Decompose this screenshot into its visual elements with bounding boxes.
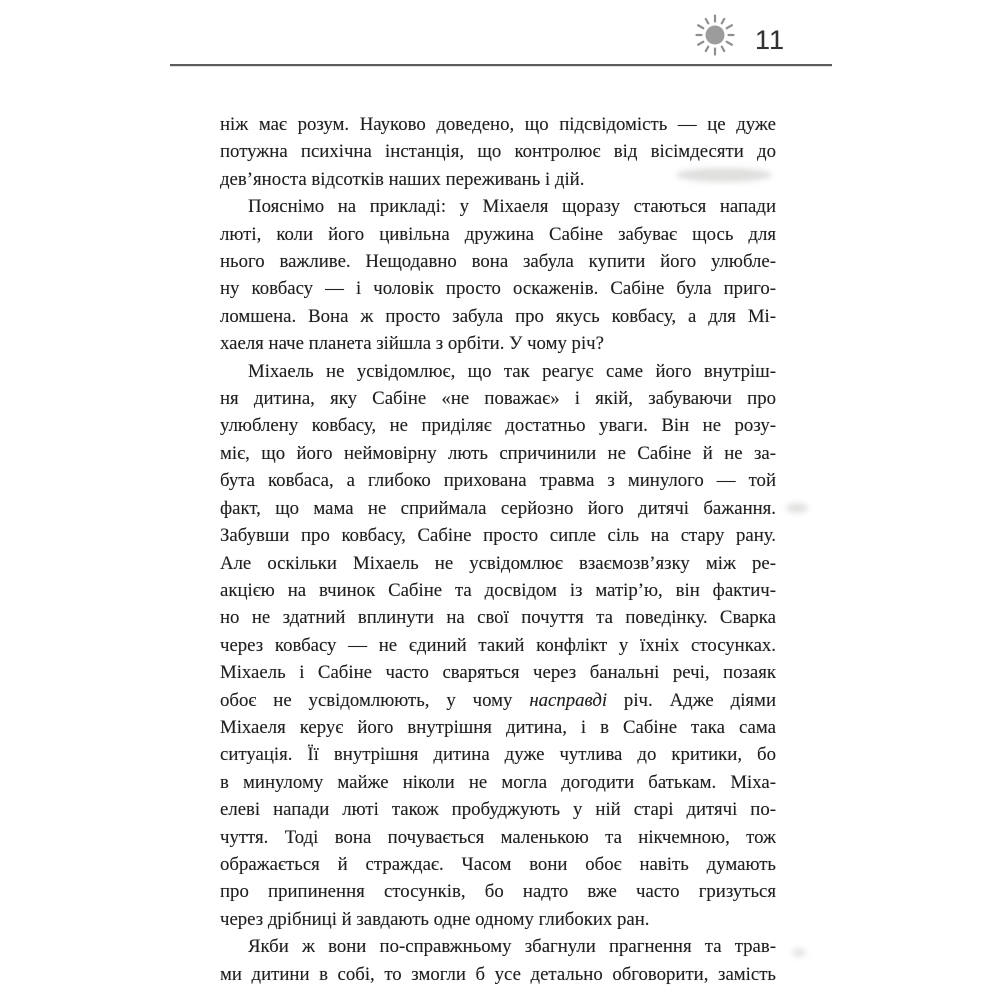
text-line: Забувши про ковбасу, Сабіне просто сипле сіль на стару рану.: [220, 525, 776, 547]
text-line: хаеля наче планета зійшла з орбіти. У чому річ?: [220, 333, 604, 355]
body-text: [220, 111, 776, 988]
text-line: через дрібниці й завдають одне одному глибоких ран.: [220, 908, 650, 930]
text-line: Міхаель і Сабіне часто сваряться через банальні речі, позаяк: [220, 662, 776, 684]
text-line: в минулому майже ніколи не могла догодити батькам. Міха-: [220, 771, 776, 793]
text-line: дев’яноста відсотків наших переживань і дій.: [220, 168, 585, 190]
text-line: елеві напади люті також пробуджують у ній старі дитячі по-: [220, 799, 776, 821]
text-line: акцією на вчинок Сабіне та досвідом із матір’ю, він фактич-: [220, 579, 776, 601]
text-line: улюблену ковбасу, не приділяє достатньо уваги. Він не розу-: [220, 415, 776, 437]
text-line: бута ковбаса, а глибоко прихована травма з минулого — той: [220, 470, 776, 492]
text-line: обоє не усвідомлюють, у чому насправді річ. Адже діями: [220, 689, 776, 711]
text-line: Якби ж вони по-справжньому збагнули прагнення та трав-: [248, 936, 776, 958]
text-line: про припинення стосунків, бо надто вже часто гризуться: [220, 881, 776, 903]
text-line: ну ковбасу — і чоловік просто оскаженів. Сабіне була приго-: [220, 278, 776, 300]
showthrough-artifact: [786, 503, 808, 513]
page-header: [0, 0, 1000, 66]
text-line: чуття. Тоді вона почувається маленькою та нікчемною, тож: [220, 826, 776, 848]
text-line: міє, що його неймовірну лють спричинили не Сабіне й не за-: [220, 442, 776, 464]
text-line: потужна психічна інстанція, що контролює від вісімдесяти до: [220, 141, 776, 163]
text-line: ломшена. Вона ж просто забула про якусь ковбасу, а для Мі-: [220, 305, 776, 327]
text-line: через ковбасу — не єдиний такий конфлікт у їхніх стосунках.: [220, 634, 776, 656]
showthrough-artifact: [792, 948, 806, 957]
text-line: нього важливе. Нещодавно вона забула купити його улюбле-: [220, 251, 776, 273]
header-rule: [170, 64, 832, 66]
page-number: 11: [755, 25, 786, 55]
text-line: Але оскільки Міхаель не усвідомлює взаємозв’язку між ре-: [220, 552, 776, 574]
text-line: ситуація. Її внутрішня дитина дуже чутлива до критики, бо: [220, 744, 776, 766]
text-line: ніж має розум. Науково доведено, що підсвідомість — це дуже: [220, 114, 776, 135]
sun-icon: [692, 12, 738, 58]
text-line: ми дитини в собі, то змогли б усе детально обговорити, замість: [220, 963, 776, 985]
text-line: ображається й страждає. Часом вони обоє навіть думають: [220, 853, 776, 875]
text-line: Пояснімо на прикладі: у Міхаеля щоразу стаються напади: [248, 196, 776, 218]
text-line: но не здатний вплинути на свої почуття та поведінку. Сварка: [220, 607, 776, 629]
text-line: Міхаель не усвідомлює, що так реагує саме його внутріш-: [248, 360, 776, 382]
text-line: ня дитина, яку Сабіне «не поважає» і якій, забуваючи про: [220, 388, 776, 410]
text-line: Міхаеля керує його внутрішня дитина, і в Сабіне така сама: [220, 716, 776, 738]
text-line: факт, що мама не сприймала серйозно його дитячі бажання.: [220, 497, 776, 519]
text-line: люті, коли його цивільна дружина Сабіне забуває щось для: [220, 223, 776, 245]
